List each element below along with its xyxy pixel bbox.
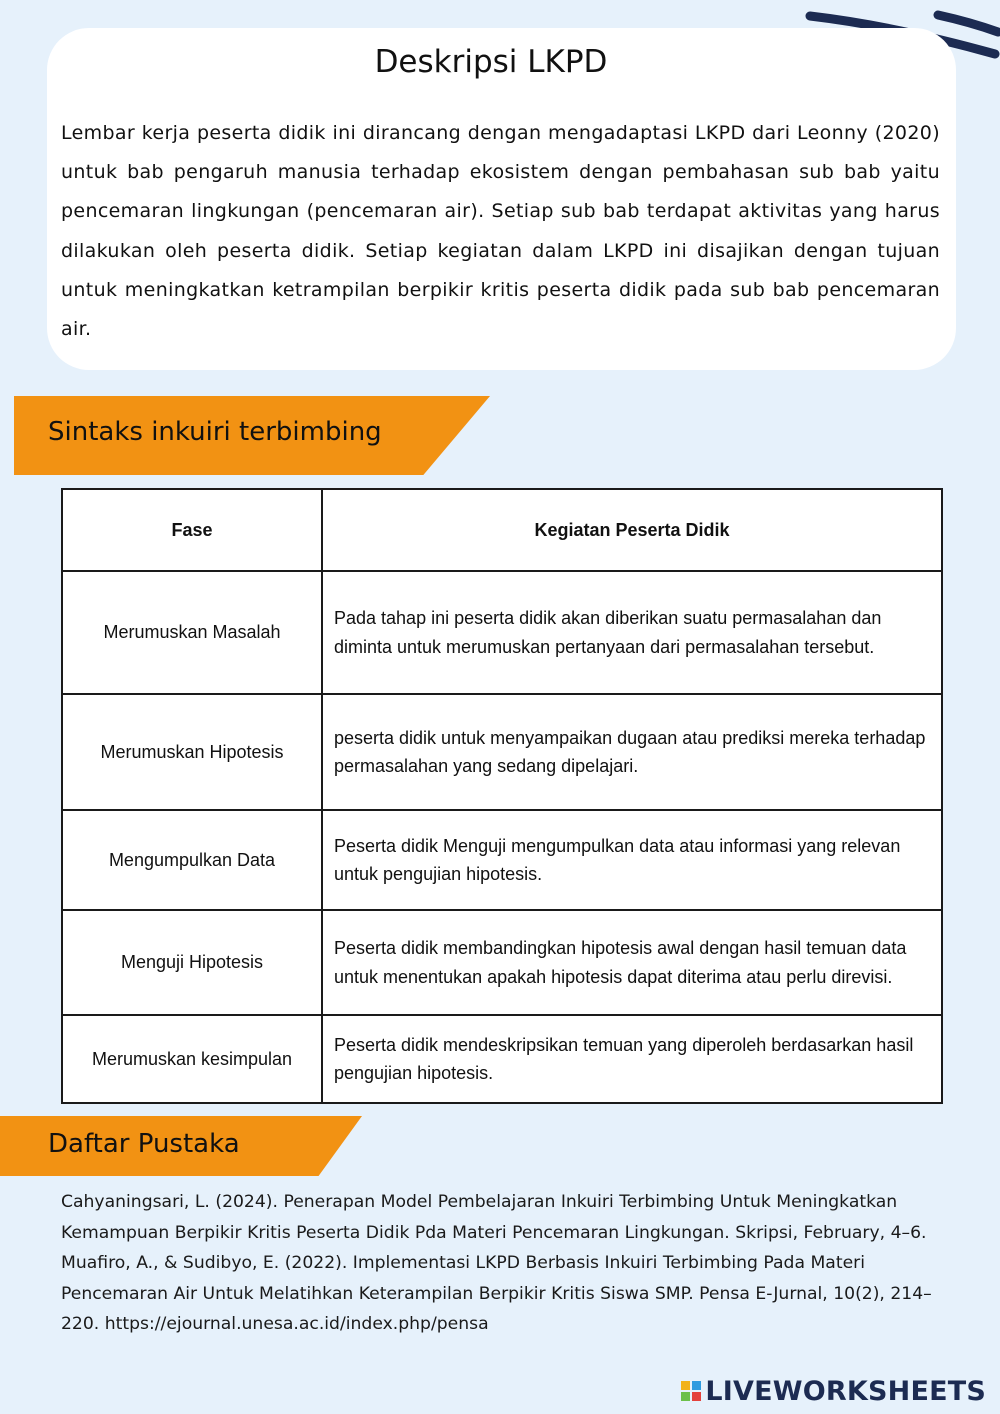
fase-cell: Merumuskan kesimpulan: [62, 1015, 322, 1103]
watermark-text: LIVEWORKSHEETS: [705, 1375, 986, 1407]
fase-cell: Menguji Hipotesis: [62, 910, 322, 1015]
table-row: [62, 1015, 942, 1103]
syntax-heading: Sintaks inkuiri terbimbing: [48, 417, 382, 447]
table-row: [62, 571, 942, 694]
kegiatan-cell: Peserta didik Menguji mengumpulkan data atau informasi yang relevan untuk pengujian hipotesis.: [322, 810, 942, 910]
fase-cell: Merumuskan Hipotesis: [62, 694, 322, 810]
description-title: Deskripsi LKPD: [374, 44, 608, 80]
syntax-table: [61, 488, 943, 1104]
reference-item: Cahyaningsari, L. (2024). Penerapan Model Pembelajaran Inkuiri Terbimbing Untuk Meningkatkan Kemampuan Berpikir Kritis Peserta Didik Pda Materi Pencemaran Lingkungan. Skripsi, February, 4–6.: [61, 1192, 927, 1243]
description-paragraph: Lembar kerja peserta didik ini dirancang dengan mengadaptasi LKPD dari Leonny (2020) untuk bab pengaruh manusia terhadap ekosistem dengan pembahasan sub bab yaitu pencemaran lingkungan (pencemaran air). Setiap sub bab terdapat aktivitas yang harus dilakukan oleh peserta didik. Setiap kegiatan dalam LKPD ini disajikan dengan tujuan untuk meningkatkan ketrampilan berpikir kritis peserta didik pada sub bab pencemaran air.: [61, 122, 940, 341]
kegiatan-cell: Peserta didik membandingkan hipotesis awal dengan hasil temuan data untuk menentukan apakah hipotesis dapat diterima atau perlu direvisi.: [322, 910, 942, 1015]
table-header-row: [62, 489, 942, 571]
liveworksheets-logo-icon: [681, 1381, 701, 1401]
table-row: [62, 910, 942, 1015]
liveworksheets-logo: [681, 1374, 986, 1408]
table-row: [62, 694, 942, 810]
fase-cell: Mengumpulkan Data: [62, 810, 322, 910]
kegiatan-cell: Pada tahap ini peserta didik akan diberikan suatu permasalahan dan diminta untuk merumuskan pertanyaan dari permasalahan tersebut.: [322, 571, 942, 694]
kegiatan-cell: peserta didik untuk menyampaikan dugaan atau prediksi mereka terhadap permasalahan yang sedang dipelajari.: [322, 694, 942, 810]
fase-cell: Merumuskan Masalah: [62, 571, 322, 694]
references-heading: Daftar Pustaka: [48, 1129, 240, 1159]
reference-item: Muafiro, A., & Sudibyo, E. (2022). Implementasi LKPD Berbasis Inkuiri Terbimbing Pada Materi Pencemaran Air Untuk Melatihkan Keterampilan Berpikir Kritis Siswa SMP. Pensa E-Jurnal, 10(2), 214–220. https://ejournal.unesa.ac.id/index.php/pensa: [61, 1253, 932, 1334]
header-kegiatan: Kegiatan Peserta Didik: [322, 489, 942, 571]
reference-list: [61, 1187, 961, 1340]
header-fase: Fase: [62, 489, 322, 571]
kegiatan-cell: Peserta didik mendeskripsikan temuan yang diperoleh berdasarkan hasil pengujian hipotesis.: [322, 1015, 942, 1103]
table-row: [62, 810, 942, 910]
